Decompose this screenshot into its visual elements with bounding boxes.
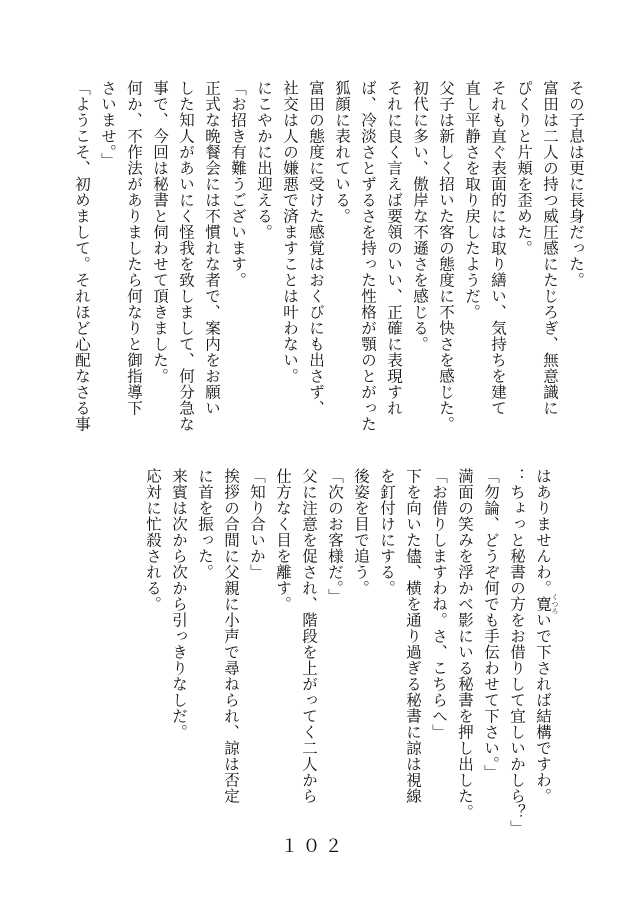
lower-text-block xyxy=(140,468,559,836)
text-line: 挨拶の合間に父親に小声で尋ねられ、諒は否定 xyxy=(222,468,240,804)
text-line: 初代に多い、傲岸な不遜さを感じる。 xyxy=(411,80,429,352)
text-line: 父に注意を促され、階段を上がってく二人から xyxy=(300,468,318,804)
text-line: 狐顔に表れている。 xyxy=(333,80,351,224)
text-line: 応対に忙殺される。 xyxy=(144,468,162,612)
text-line: ぴくりと片頬を歪めた。 xyxy=(515,80,533,256)
text-line: 来賓は次から次から引っきりなしだ。 xyxy=(170,468,188,740)
text-line: 父子は新しく招いた客の態度に不快さを感じた。 xyxy=(437,80,455,432)
text-line: 直し平静さを取り戻したようだ。 xyxy=(463,80,481,320)
ruby-annotation xyxy=(534,593,559,615)
text-line: ：ちょっと秘書の方をお借りして宜しいかしら？」 xyxy=(508,468,526,836)
text-line: 事で、今回は秘書と伺わせて頂きました。 xyxy=(151,80,169,384)
ruby-reading: くつろ xyxy=(551,593,559,615)
text-segment: はありませんわ。 xyxy=(534,468,552,596)
text-line xyxy=(530,468,559,828)
upper-text-block xyxy=(69,80,589,440)
text-line: した知人があいにく怪我を致しまして、何分急な xyxy=(177,80,195,432)
text-segment: いで下されば結構ですわ。 xyxy=(534,612,552,804)
text-line: さいませ。」 xyxy=(99,80,117,169)
text-line: に首を振った。 xyxy=(196,468,214,580)
text-line: その子息は更に長身だった。 xyxy=(567,80,585,288)
text-line: 「ようこそ、初めまして。それほど心配なさる事 xyxy=(73,80,91,432)
text-line: 「知り合いか」 xyxy=(248,468,266,580)
text-line: 「次のお客様だ。」 xyxy=(326,468,344,605)
text-line: それも直ぐ表面的には取り繕い、気持ちを建て xyxy=(489,80,507,416)
text-line: ば、冷淡さとずるさを持った性格が顎のとがった xyxy=(359,80,377,432)
text-line: 正式な晩餐会には不慣れな者で、案内をお願い xyxy=(203,80,221,416)
text-line: 「お招き有難うございます。 xyxy=(229,80,247,288)
text-line: 何か、不作法がありましたら何なりと御指導下 xyxy=(125,80,143,416)
text-line: 社交は人の嫌悪で済ますことは叶わない。 xyxy=(281,80,299,384)
text-line: それに良く言えば要領のいい、正確に表現すれ xyxy=(385,80,403,416)
text-line: 富田の態度に受けた感覚はおくびにも出さず、 xyxy=(307,80,325,416)
page-number: １０２ xyxy=(280,836,347,857)
ruby-base: 寛 xyxy=(534,593,552,615)
text-line: 満面の笑みを浮かべ影にいる秘書を押し出した。 xyxy=(456,468,474,820)
text-line: 「勿論、どうぞ何でも手伝わせて下さい。」 xyxy=(482,468,500,781)
text-line: 後姿を目で追う。 xyxy=(352,468,370,596)
text-line: にこやかに出迎える。 xyxy=(255,80,273,240)
text-line: 富田は二人の持つ威圧感にたじろぎ、無意識に xyxy=(541,80,559,416)
text-line: 仕方なく目を離す。 xyxy=(274,468,292,612)
text-line: 下を向いた儘、横を通り過ぎる秘書に諒は視線 xyxy=(404,468,422,804)
text-line: を釘付けにする。 xyxy=(378,468,396,596)
text-line: 「お借りしますわね。さ、こちらへ」 xyxy=(430,468,448,740)
